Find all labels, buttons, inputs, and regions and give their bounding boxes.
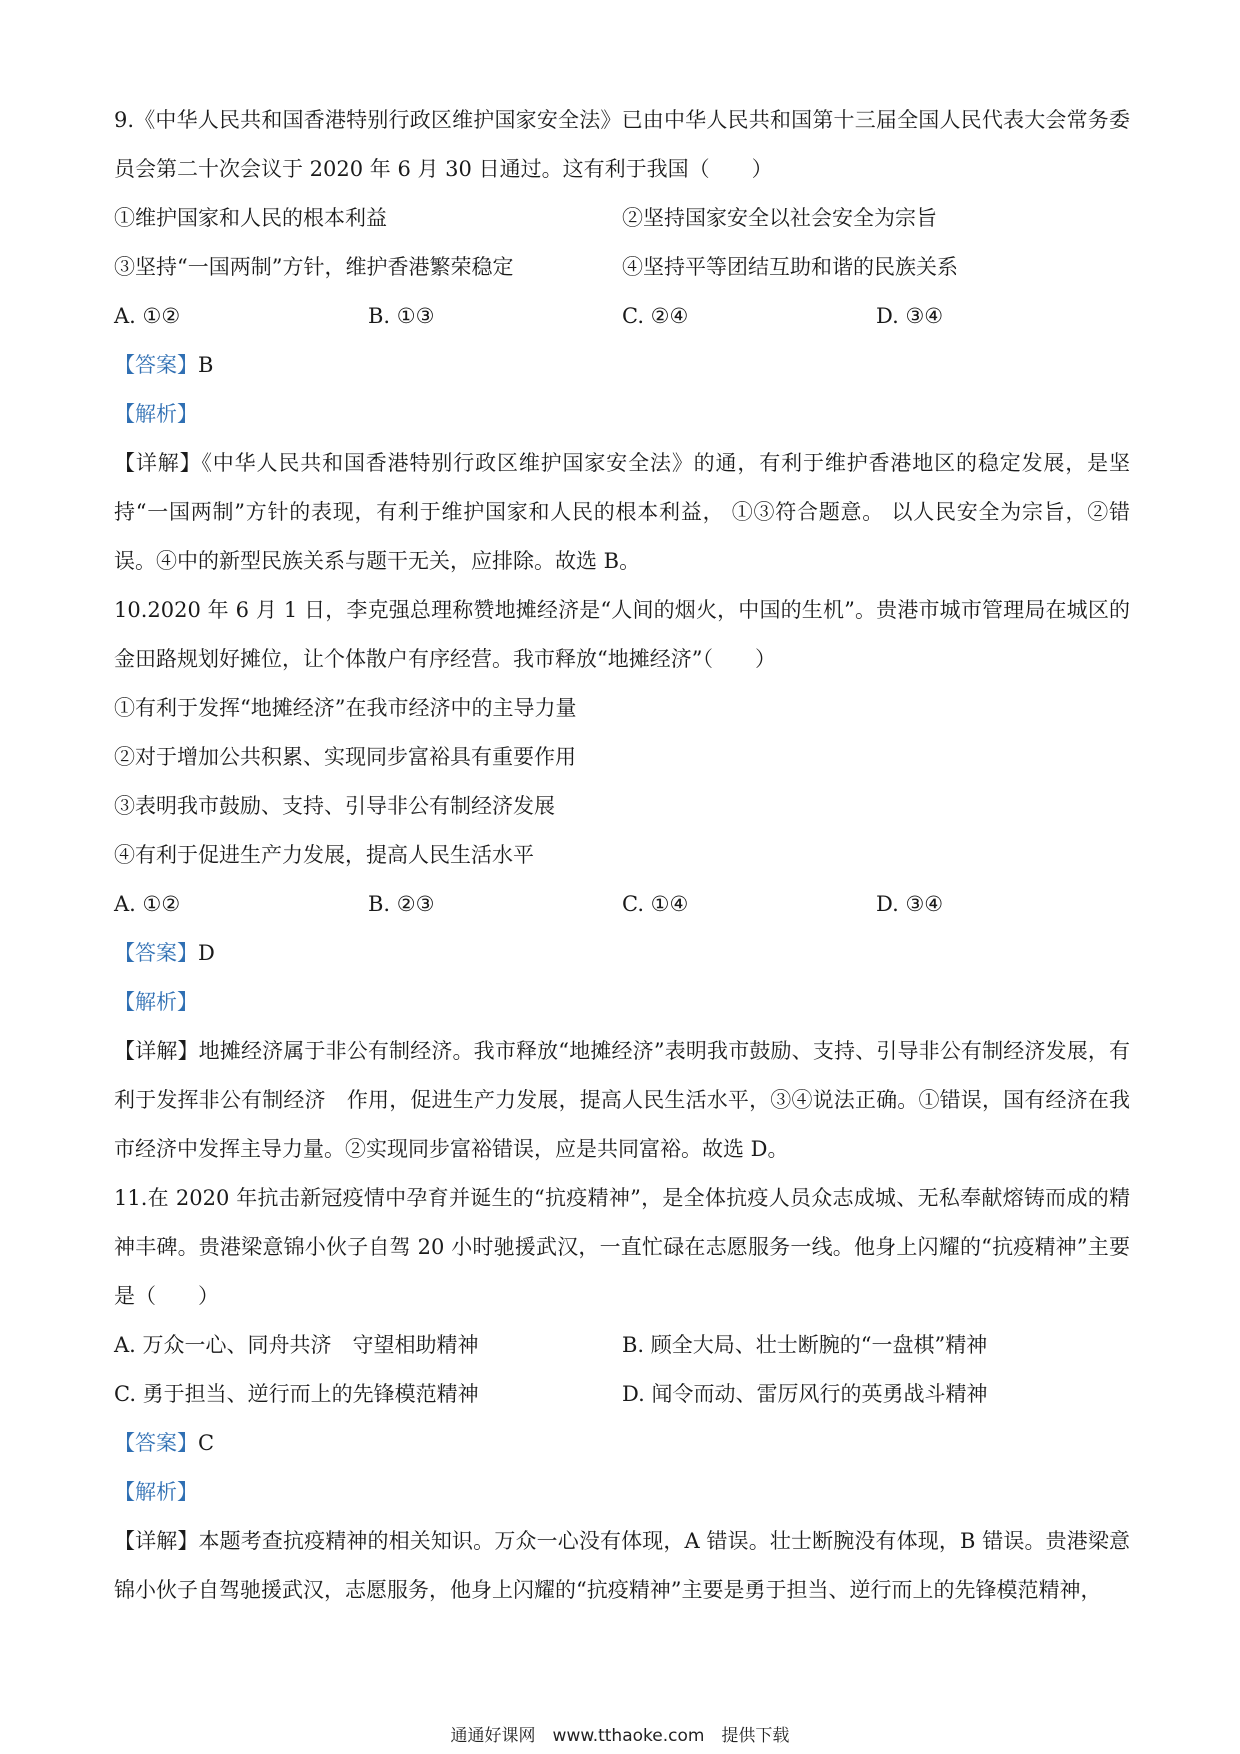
answer-tag: 【答案】: [114, 941, 198, 965]
question-11-options-row-1: [114, 1321, 1130, 1370]
question-9-option-c: C. ②④: [622, 304, 689, 328]
analysis-tag: 【解析】: [114, 402, 198, 426]
page-content: [114, 96, 1130, 1615]
detail-tag: 【详解】: [114, 1039, 199, 1063]
answer-tag: 【答案】: [114, 353, 198, 377]
question-9-detail: [114, 439, 1130, 586]
question-9-options: [114, 292, 1130, 341]
question-10-statement-3: ③表明我市鼓励、支持、引导非公有制经济发展: [114, 794, 555, 818]
question-10-options: [114, 880, 1130, 929]
question-10-stem: 10.2020 年 6 月 1 日，李克强总理称赞地摊经济是“人间的烟火，中国的生机”。贵港市城市管理局在城区的金田路规划好摊位，让个体散户有序经营。我市释放“地摊经济”（ ）: [114, 598, 1130, 671]
question-9-option-d: D. ③④: [876, 304, 944, 328]
answer-value: C: [198, 1431, 215, 1455]
question-10-option-d: D. ③④: [876, 892, 944, 916]
detail-text: 《中华人民共和国香港特别行政区维护国家安全法》的通，有利于维护香港地区的稳定发展，是坚持“一国两制”方针的表现，有利于维护国家和人民的根本利益， ①③符合题意。 以人民安全为宗旨，②错误。④中的新型民族关系与题干无关，应排除。故选 B。: [114, 451, 1130, 573]
analysis-tag: 【解析】: [114, 990, 198, 1014]
question-10-statement-1: ①有利于发挥“地摊经济”在我市经济中的主导力量: [114, 696, 577, 720]
question-11-analysis: [114, 1468, 1130, 1517]
question-9-analysis: [114, 390, 1130, 439]
question-11-option-c: C. 勇于担当、逆行而上的先锋模范精神: [114, 1382, 479, 1406]
question-10-option-c: C. ①④: [622, 892, 689, 916]
question-9-statements-row-1: [114, 194, 1130, 243]
question-9-option-b: B. ①③: [368, 304, 435, 328]
question-9-statement-1: ①维护国家和人民的根本利益: [114, 206, 387, 230]
question-11-detail: [114, 1517, 1130, 1615]
detail-text: 地摊经济属于非公有制经济。我市释放“地摊经济”表明我市鼓励、支持、引导非公有制经济发展，有利于发挥非公有制经济 作用，促进生产力发展，提高人民生活水平，③④说法正确。①错误，国有经济在我市经济中发挥主导力量。②实现同步富裕错误，应是共同富裕。故选 D。: [114, 1039, 1131, 1161]
question-9-statement-3: ③坚持“一国两制”方针，维护香港繁荣稳定: [114, 255, 514, 279]
question-9-answer: [114, 341, 1130, 390]
question-10-analysis: [114, 978, 1130, 1027]
analysis-tag: 【解析】: [114, 1480, 198, 1504]
question-11-stem: 11.在 2020 年抗击新冠疫情中孕育并诞生的“抗疫精神”，是全体抗疫人员众志成城、无私奉献熔铸而成的精神丰碑。贵港梁意锦小伙子自驾 20 小时驰援武汉，一直忙碌在志愿服务一线。他身上闪耀的“抗疫精神”主要是（ ）: [114, 1186, 1130, 1308]
question-10-statement-4: ④有利于促进生产力发展，提高人民生活水平: [114, 843, 534, 867]
answer-value: B: [198, 353, 214, 377]
detail-tag: 【详解】: [114, 451, 202, 475]
question-10-answer: [114, 929, 1130, 978]
detail-tag: 【详解】: [114, 1529, 199, 1553]
question-10-option-b: B. ②③: [368, 892, 435, 916]
question-11-option-d: D. 闻令而动、雷厉风行的英勇战斗精神: [622, 1382, 988, 1406]
question-11-options-row-2: [114, 1370, 1130, 1419]
question-10-detail: [114, 1027, 1130, 1174]
question-11-answer: [114, 1419, 1130, 1468]
answer-tag: 【答案】: [114, 1431, 198, 1455]
question-9-statement-4: ④坚持平等团结互助和谐的民族关系: [622, 255, 958, 279]
question-11-option-b: B. 顾全大局、壮士断腕的“一盘棋”精神: [622, 1333, 988, 1357]
answer-value: D: [198, 941, 215, 965]
question-9-statement-2: ②坚持国家安全以社会安全为宗旨: [622, 206, 937, 230]
question-11-option-a: A. 万众一心、同舟共济 守望相助精神: [114, 1333, 479, 1357]
question-9-statements-row-2: [114, 243, 1130, 292]
detail-text: 本题考查抗疫精神的相关知识。万众一心没有体现，A 错误。壮士断腕没有体现，B 错误。贵港梁意锦小伙子自驾驰援武汉，志愿服务，他身上闪耀的“抗疫精神”主要是勇于担当、逆行而上的先锋模范精神，: [114, 1529, 1130, 1602]
question-9-option-a: A. ①②: [114, 304, 181, 328]
page-footer: 通通好课网 www.tthaoke.com 提供下载: [450, 1726, 790, 1746]
question-10-statement-2: ②对于增加公共积累、实现同步富裕具有重要作用: [114, 745, 576, 769]
question-9-stem: 9.《中华人民共和国香港特别行政区维护国家安全法》已由中华人民共和国第十三届全国人民代表大会常务委员会第二十次会议于 2020 年 6 月 30 日通过。这有利于我国（ ）: [114, 108, 1130, 181]
question-10-option-a: A. ①②: [114, 892, 181, 916]
